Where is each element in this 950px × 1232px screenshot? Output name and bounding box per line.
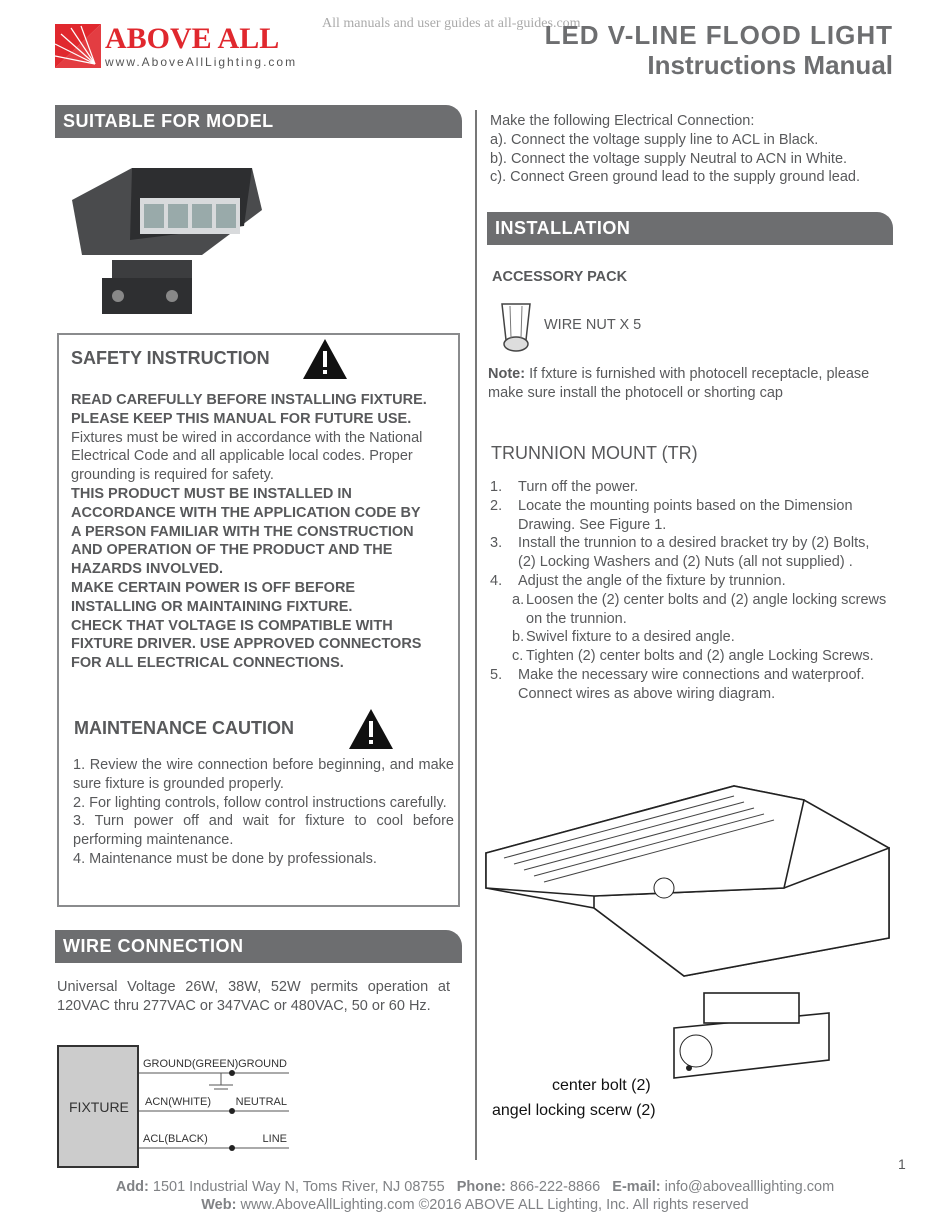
safety-line: A PERSON FAMILIAR WITH THE CONSTRUCTION <box>71 523 414 540</box>
trunnion-step <box>490 666 890 704</box>
wire-nut-icon <box>498 300 534 356</box>
step-text: Make the necessary wire connections and waterproof. Connect wires as above wiring diagram. <box>518 666 865 702</box>
safety-line: Fixtures must be wired in accordance with the National <box>71 429 423 446</box>
trunnion-mount-drawing <box>484 778 896 1138</box>
warning-icon <box>303 339 347 379</box>
maintenance-list <box>73 756 454 869</box>
phone-label: Phone: <box>456 1179 506 1195</box>
safety-line: PLEASE KEEP THIS MANUAL FOR FUTURE USE. <box>71 410 412 427</box>
step-number: 2. <box>490 497 503 514</box>
wiring-diagram <box>57 1045 292 1168</box>
doc-title: LED V-LINE FLOOD LIGHT <box>544 20 893 50</box>
step-text: Adjust the angle of the fixture by trunnion. <box>518 572 786 589</box>
brand-url: www.AboveAllLighting.com <box>105 55 298 69</box>
maintenance-item: 3. Turn power off and wait for fixture to cool before performing maintenance. <box>73 813 454 849</box>
brand-name: ABOVE ALL <box>105 22 280 55</box>
maintenance-title: MAINTENANCE CAUTION <box>74 718 294 738</box>
connection-instructions <box>490 112 895 187</box>
safety-line: CHECK THAT VOLTAGE IS COMPATIBLE WITH <box>71 617 393 634</box>
safety-instruction-box <box>57 333 460 907</box>
safety-line: READ CAREFULLY BEFORE INSTALLING FIXTURE. <box>71 392 427 408</box>
step-text: Install the trunnion to a desired bracket try by (2) Bolts, (2) Locking Washers and (2) Nuts (all not supplied) . <box>518 535 870 571</box>
column-divider <box>475 110 477 1160</box>
email-link[interactable]: info@abovealllighting.com <box>660 1179 835 1195</box>
accessory-pack-title: ACCESSORY PACK <box>492 269 628 285</box>
maintenance-item: 1. Review the wire connection before beginning, and make sure fixture is grounded properly. <box>73 757 454 792</box>
step-text: Loosen the (2) center bolts and (2) angle locking screws on the trunnion. <box>526 591 887 627</box>
accessory-item: WIRE NUT X 5 <box>544 317 642 333</box>
safety-line: Electrical Code and all applicable local codes. Proper <box>71 448 413 465</box>
wire-left-label: ACL(BLACK) <box>143 1133 208 1145</box>
step-text: Swivel fixture to a desired angle. <box>526 629 735 646</box>
safety-line: ACCORDANCE WITH THE APPLICATION CODE BY <box>71 504 421 521</box>
safety-line: FOR ALL ELECTRICAL CONNECTIONS. <box>71 655 344 672</box>
connection-line: a). Connect the voltage supply line to ACL in Black. <box>490 131 819 148</box>
step-text: Tighten (2) center bolts and (2) angle Locking Screws. <box>526 648 874 665</box>
page-number: 1 <box>898 1156 906 1172</box>
footer-web <box>0 1197 950 1213</box>
trunnion-step <box>490 628 890 647</box>
trunnion-step <box>490 478 890 497</box>
step-number: 4. <box>490 572 503 589</box>
note-label: Note: <box>488 366 526 382</box>
wire-connection-header: WIRE CONNECTION <box>55 930 462 963</box>
safety-text <box>71 391 456 673</box>
doc-subtitle: Instructions Manual <box>647 50 893 80</box>
web-link[interactable]: www.AboveAllLighting.com ©2016 ABOVE ALL Lighting, Inc. All rights reserved <box>236 1197 749 1213</box>
safety-line: AND OPERATION OF THE PRODUCT AND THE <box>71 542 393 559</box>
step-number: b. <box>512 629 525 646</box>
suitable-for-model-header: SUITABLE FOR MODEL <box>55 105 462 138</box>
wire-right-label: NEUTRAL <box>235 1096 287 1108</box>
trunnion-title: TRUNNION MOUNT (TR) <box>491 443 698 463</box>
flood-light-product-image <box>72 160 272 316</box>
brand-logo <box>55 24 305 72</box>
safety-line: FIXTURE DRIVER. USE APPROVED CONNECTORS <box>71 636 422 653</box>
web-label: Web: <box>201 1197 237 1213</box>
maintenance-item: 2. For lighting controls, follow control instructions carefully. <box>73 794 447 811</box>
connection-line: b). Connect the voltage supply Neutral to ACN in White. <box>490 150 848 167</box>
connection-line: Make the following Electrical Connection: <box>490 113 755 129</box>
connection-line: c). Connect Green ground lead to the supply ground lead. <box>490 169 860 186</box>
safety-line: THIS PRODUCT MUST BE INSTALLED IN <box>71 485 352 502</box>
photocell-note <box>488 365 888 403</box>
step-number: 1. <box>490 479 503 495</box>
angle-locking-screw-callout: angel locking scerw (2) <box>492 1102 656 1119</box>
address-label: Add: <box>115 1179 149 1195</box>
step-number: a. <box>512 591 525 608</box>
safety-line: grounding is required for safety. <box>71 467 274 484</box>
step-number: c. <box>512 648 524 665</box>
fixture-label: FIXTURE <box>69 1099 129 1115</box>
step-text: Turn off the power. <box>518 479 639 495</box>
wire-left-label: GROUND(GREEN) <box>143 1058 239 1070</box>
safety-line: INSTALLING OR MAINTAINING FIXTURE. <box>71 598 353 615</box>
trunnion-step <box>490 591 890 629</box>
maintenance-item: 4. Maintenance must be done by professionals. <box>73 850 377 867</box>
step-number: 3. <box>490 535 503 552</box>
warning-icon <box>349 709 393 749</box>
trunnion-step <box>490 497 890 535</box>
phone: 866-222-8866 <box>505 1179 601 1195</box>
step-number: 5. <box>490 666 503 683</box>
step-text: Locate the mounting points based on the Dimension Drawing. See Figure 1. <box>518 497 853 533</box>
wire-right-label: GROUND <box>238 1058 287 1070</box>
trunnion-steps <box>490 478 890 704</box>
wire-connection-text: Universal Voltage 26W, 38W, 52W permits operation at 120VAC thru 277VAC or 347VAC or 480VAC, 50 or 60 Hz. <box>57 979 450 1014</box>
installation-header: INSTALLATION <box>487 212 893 245</box>
wire-right-label: LINE <box>262 1133 287 1145</box>
safety-line: MAKE CERTAIN POWER IS OFF BEFORE <box>71 579 356 596</box>
note-text: If fxture is furnished with photocell receptacle, please make sure install the photocell or shorting cap <box>488 366 870 401</box>
trunnion-step <box>490 572 890 591</box>
footer-address <box>0 1179 950 1195</box>
logo-burst-icon <box>55 24 101 68</box>
wire-left-label: ACN(WHITE) <box>145 1096 211 1108</box>
watermark: All manuals and user guides at all-guides.com <box>322 16 581 31</box>
center-bolt-callout: center bolt (2) <box>552 1077 651 1094</box>
safety-line: HAZARDS INVOLVED. <box>71 561 223 578</box>
safety-title: SAFETY INSTRUCTION <box>71 348 270 368</box>
email-label: E-mail: <box>612 1179 661 1195</box>
trunnion-step <box>490 534 890 572</box>
address: 1501 Industrial Way N, Toms River, NJ 08755 <box>148 1179 445 1195</box>
trunnion-step <box>490 647 890 666</box>
